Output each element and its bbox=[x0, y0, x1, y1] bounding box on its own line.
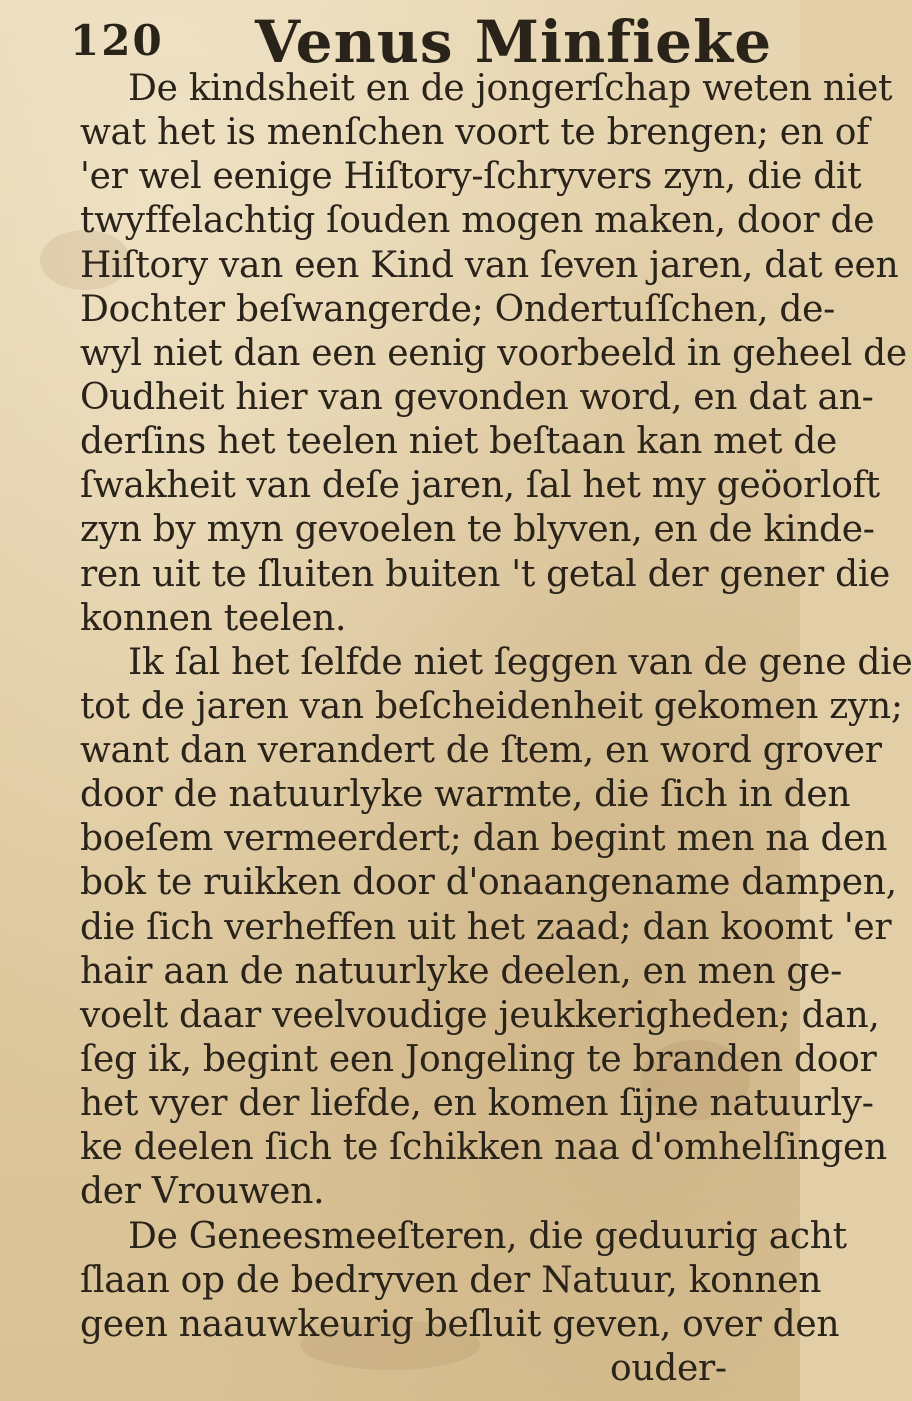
text-line: zyn by myn gevoelen te blyven, en de kinde- bbox=[80, 509, 875, 550]
text-line: die ſich verheffen uit het zaad; dan koomt 'er bbox=[80, 907, 892, 948]
text-line: wat het is menſchen voort te brengen; en of bbox=[80, 112, 870, 153]
text-line: tot de jaren van beſcheidenheit gekomen zyn; bbox=[80, 686, 903, 727]
text-line: derſins het teelen niet beſtaan kan met de bbox=[80, 421, 838, 462]
text-line: De Geneesmeeſteren, die geduurig acht bbox=[128, 1216, 847, 1257]
text-line: voelt daar veelvoudige jeukkerigheden; dan, bbox=[80, 995, 880, 1036]
text-line: wyl niet dan een eenig voorbeeld in geheel de bbox=[80, 333, 907, 374]
text-line: door de natuurlyke warmte, die ſich in den bbox=[80, 774, 851, 815]
text-line: boeſem vermeerdert; dan begint men na den bbox=[80, 818, 888, 859]
text-line: ke deelen ſich te ſchikken naa d'omhelſingen bbox=[80, 1127, 887, 1168]
text-line: 'er wel eenige Hiſtory-ſchryvers zyn, die dit bbox=[80, 156, 862, 197]
text-line: konnen teelen. bbox=[80, 598, 347, 639]
text-line: Oudheit hier van gevonden word, en dat an- bbox=[80, 377, 874, 418]
text-line: geen naauwkeurig beſluit geven, over den bbox=[80, 1304, 840, 1345]
text-line: ſlaan op de bedryven der Natuur, konnen bbox=[80, 1260, 822, 1301]
catchword: ouder- bbox=[610, 1348, 727, 1389]
text-line: twyffelachtig ſouden mogen maken, door de bbox=[80, 200, 875, 241]
text-line: Hiſtory van een Kind van ſeven jaren, dat een bbox=[80, 245, 899, 286]
running-head: Venus Minfieke bbox=[255, 8, 773, 76]
page-number: 120 bbox=[70, 16, 164, 65]
text-line: ſwakheit van deſe jaren, ſal het my geöorloft bbox=[80, 465, 880, 506]
text-line: ſeg ik, begint een Jongeling te branden door bbox=[80, 1039, 877, 1080]
text-line: bok te ruikken door d'onaangename dampen, bbox=[80, 862, 897, 903]
text-line: Ik ſal het ſelfde niet ſeggen van de gene die bbox=[128, 642, 912, 683]
text-line: hair aan de natuurlyke deelen, en men ge- bbox=[80, 951, 843, 992]
text-line: het vyer der liefde, en komen ſijne natuurly- bbox=[80, 1083, 874, 1124]
text-line: Dochter beſwangerde; Ondertuſſchen, de- bbox=[80, 289, 836, 330]
text-line: De kindsheit en de jongerſchap weten niet bbox=[128, 68, 893, 109]
text-line: ren uit te ſluiten buiten 't getal der gener die bbox=[80, 554, 891, 595]
text-line: want dan verandert de ſtem, en word grover bbox=[80, 730, 882, 771]
text-line: der Vrouwen. bbox=[80, 1171, 325, 1212]
